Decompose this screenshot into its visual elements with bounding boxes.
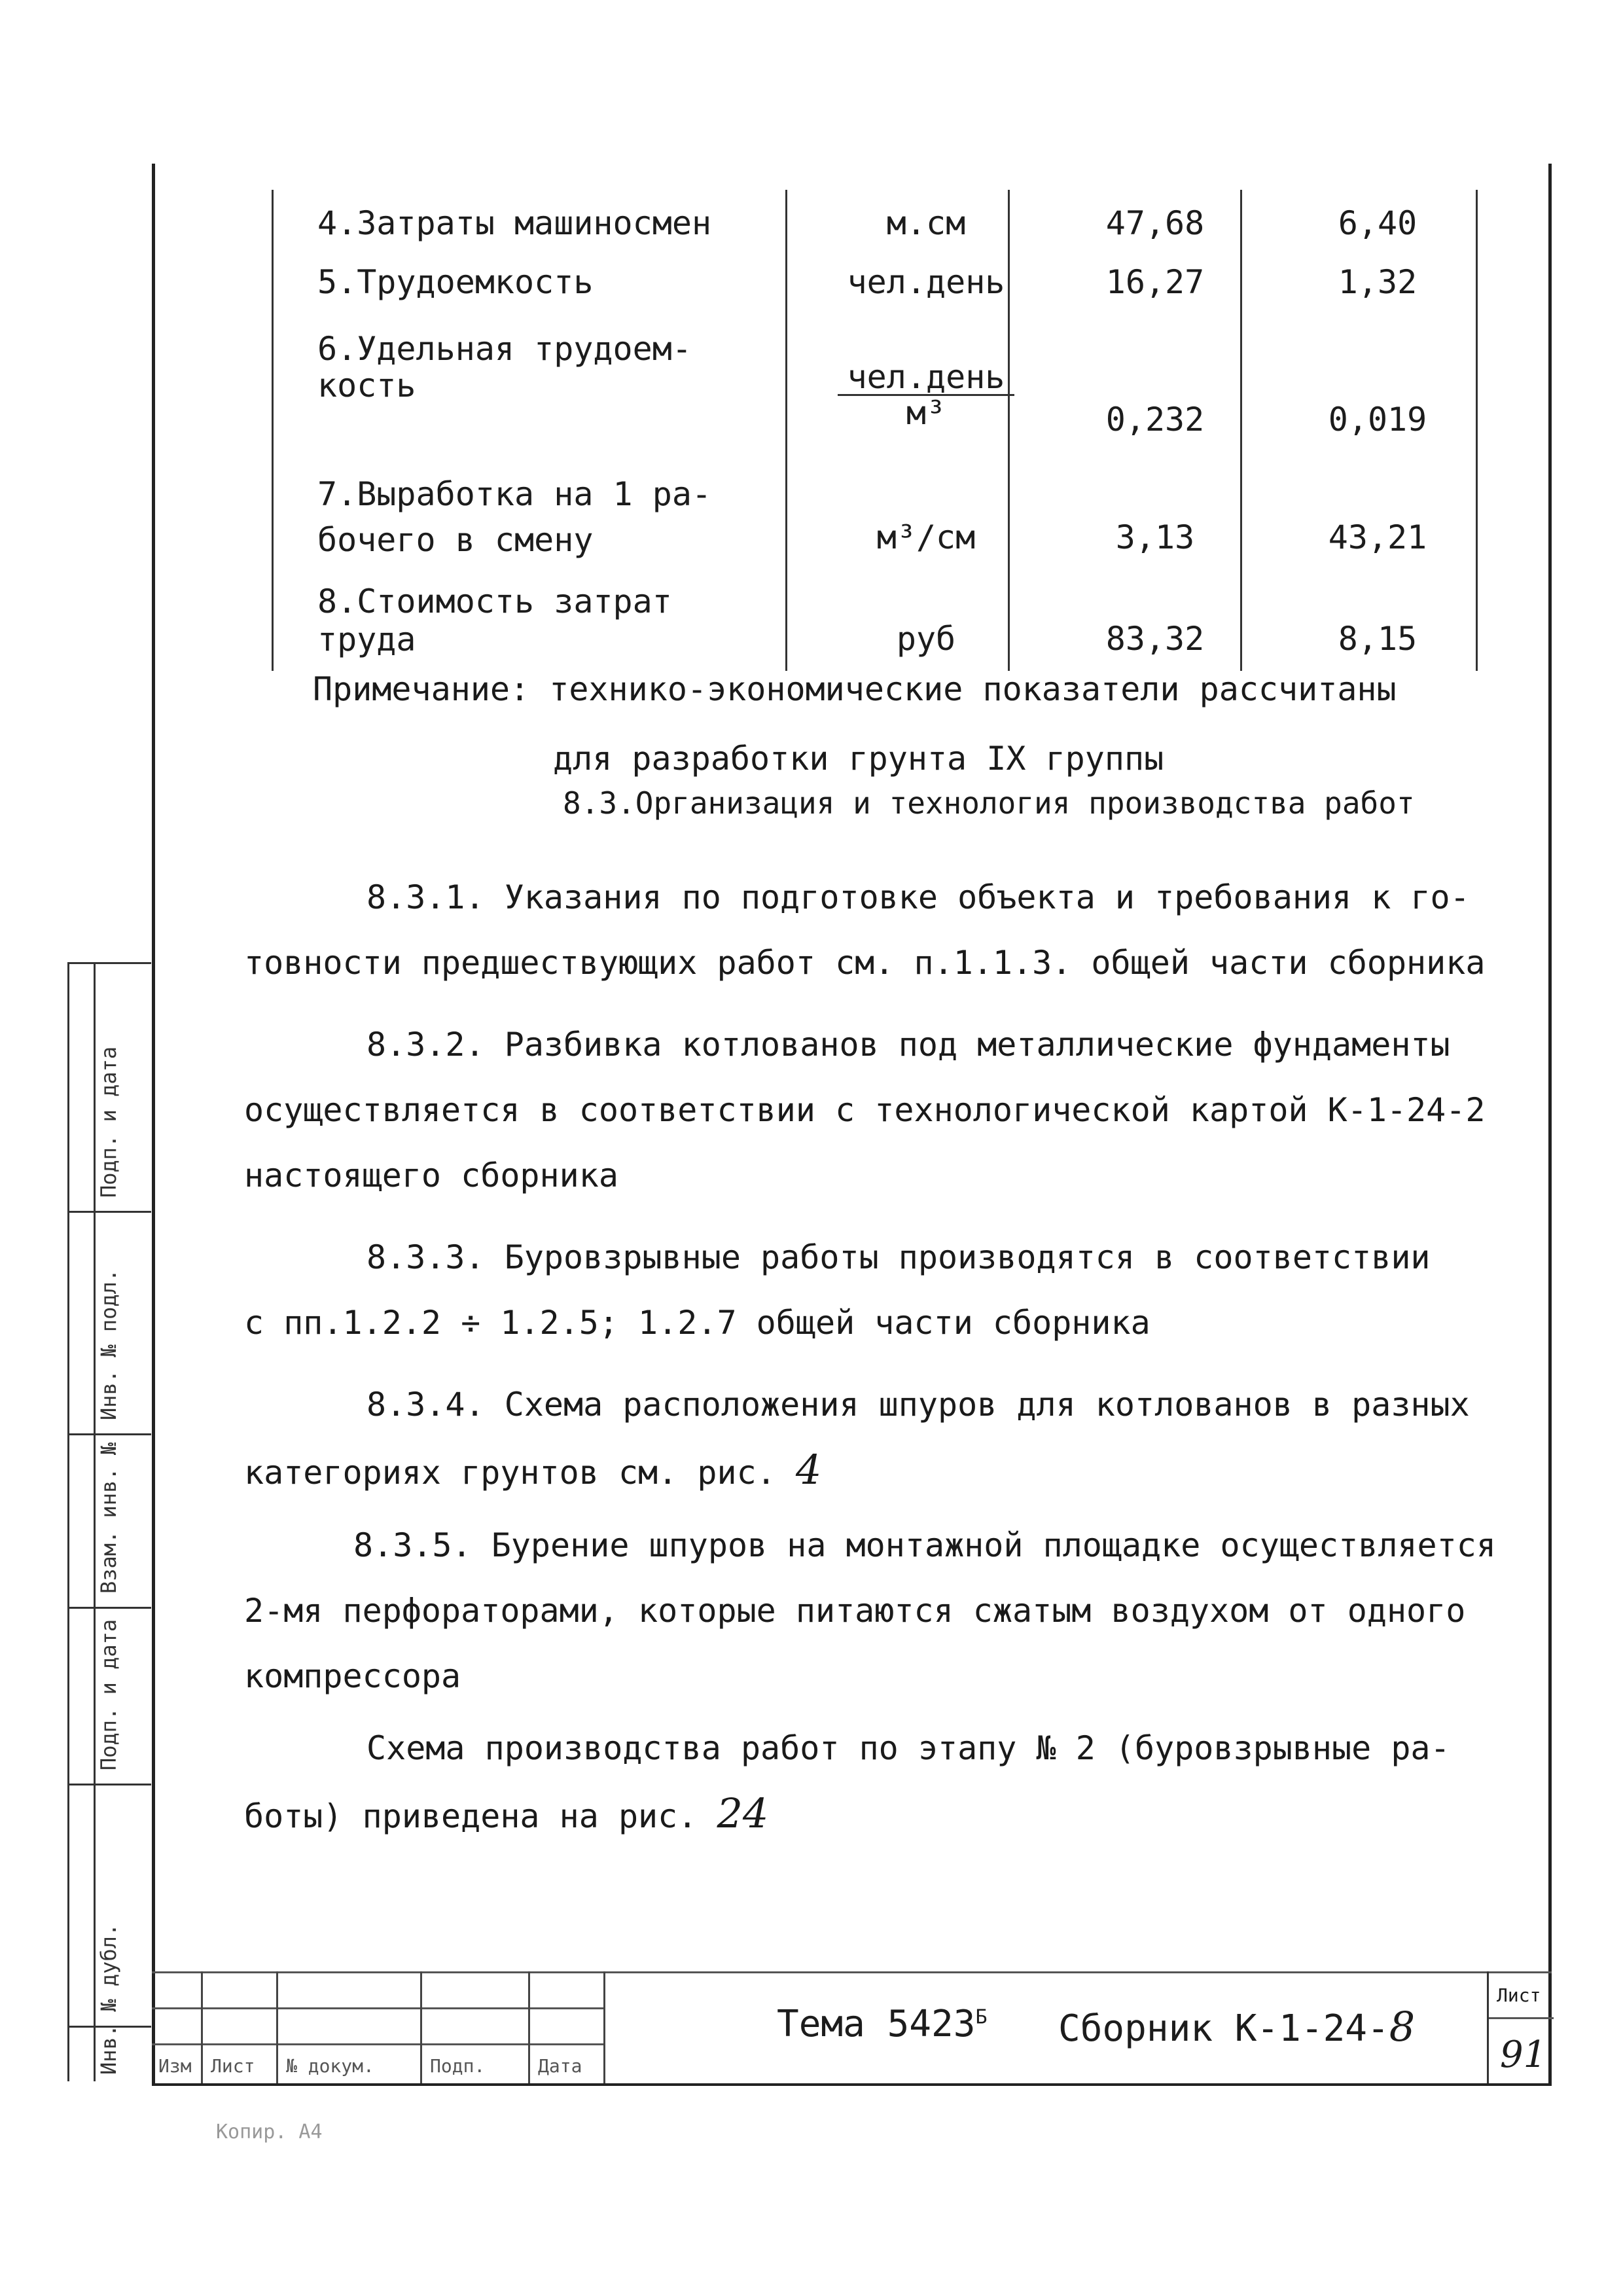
strip-row-divider — [67, 1211, 151, 1213]
sheet-label: Лист — [1497, 1984, 1541, 2006]
paragraph-8-3-4-line-2 — [244, 1446, 822, 1494]
strip-label: Подп. и дата — [96, 1619, 121, 1770]
tema-label — [777, 2003, 988, 2045]
row-unit: м³/см — [876, 518, 976, 556]
title-block-col — [420, 1971, 422, 2083]
title-block — [152, 1971, 1552, 2083]
row-name: 6.Удельная трудоем- кость — [317, 330, 692, 404]
paragraph-8-3-3-line-1: 8.3.3. Буровзрывные работы производятся в соответствии — [366, 1238, 1431, 1276]
title-block-col — [603, 1971, 605, 2083]
sheet-box-divider — [1489, 2017, 1554, 2019]
strip-row-divider — [67, 1784, 151, 1785]
figure-number-handwritten: 24 — [717, 1789, 769, 1837]
unit-denominator: м³ — [906, 394, 946, 432]
row-unit: м.см — [886, 204, 966, 242]
title-block-top — [152, 1971, 1552, 1973]
paragraph-8-3-2-line-3: настоящего сборника — [244, 1157, 618, 1194]
paragraph-8-3-4-line-1: 8.3.4. Схема расположения шпуров для котлованов в разных — [366, 1386, 1470, 1424]
row-value-1: 0,232 — [1105, 401, 1205, 439]
paragraph-8-3-4-text: категориях грунтов см. рис. — [244, 1454, 776, 1492]
note-line-1: Примечание: технико-экономические показатели рассчитаны — [313, 670, 1397, 708]
row-value-2: 0,019 — [1328, 401, 1427, 439]
row-unit-fraction — [802, 360, 1050, 430]
paragraph-8-3-5-line-2: 2-мя перфораторами, которые питаются сжатым воздухом от одного — [244, 1592, 1466, 1630]
frame-right-border — [1548, 164, 1552, 2085]
section-heading: 8.3.Организация и технология производства работ — [563, 785, 1415, 821]
title-block-row — [152, 2043, 603, 2045]
row-value-2: 43,21 — [1328, 518, 1427, 556]
row-value-1: 3,13 — [1115, 518, 1195, 556]
title-block-col — [201, 1971, 203, 2083]
row-name: 4.Затраты машиносмен — [317, 204, 712, 242]
unit-numerator: чел.день — [838, 360, 1014, 396]
stamp-caption: Лист — [211, 2055, 255, 2077]
footer-note: Копир. А4 — [216, 2121, 323, 2144]
paragraph-8-3-5-line-3: компрессора — [244, 1657, 461, 1695]
row-value-1: 83,32 — [1105, 620, 1205, 658]
paragraph-scheme-line-2 — [244, 1789, 769, 1837]
strip-border — [67, 962, 69, 2081]
row-unit: руб — [896, 620, 956, 658]
row-unit: чел.день — [847, 263, 1005, 301]
row-name: 7.Выработка на 1 ра- бочего в смену — [317, 475, 712, 559]
sheet-number: 91 — [1500, 2034, 1547, 2076]
figure-number-handwritten: 4 — [795, 1446, 822, 1494]
strip-divider — [94, 962, 96, 2081]
row-name: 8.Стоимость затрат труда — [317, 583, 672, 658]
strip-label: Инв. № подл. — [96, 1268, 121, 1420]
stamp-caption: Дата — [538, 2055, 582, 2077]
indicators-table — [272, 190, 1508, 671]
strip-top — [67, 962, 151, 964]
strip-label: Инв. № дубл. — [96, 1923, 121, 2075]
strip-row-divider — [67, 1607, 151, 1609]
frame-left-border — [152, 164, 155, 2085]
paragraph-8-3-1-line-1: 8.3.1. Указания по подготовке объекта и требования к го- — [366, 878, 1470, 916]
sbornik-number-handwritten: 8 — [1389, 2003, 1416, 2051]
sbornik-text: Сборник К-1-24- — [1058, 2007, 1389, 2050]
row-value-2: 1,32 — [1338, 263, 1418, 301]
strip-label: Взам. инв. № — [96, 1442, 121, 1594]
paragraph-scheme-line-1: Схема производства работ по этапу № 2 (буровзрывные ра- — [366, 1729, 1450, 1767]
frame-bottom-border — [152, 2083, 1552, 2086]
row-value-2: 8,15 — [1338, 620, 1418, 658]
title-block-row — [152, 2007, 603, 2009]
tema-text: Тема 5423 — [777, 2003, 976, 2045]
paragraph-8-3-2-line-2: осуществляется в соответствии с технологической картой К-1-24-2 — [244, 1091, 1486, 1129]
row-value-1: 16,27 — [1105, 263, 1205, 301]
paragraph-8-3-3-line-2: с пп.1.2.2 ÷ 1.2.5; 1.2.7 общей части сборника — [244, 1304, 1150, 1342]
paragraph-8-3-1-line-2: товности предшествующих работ см. п.1.1.3. общей части сборника — [244, 944, 1486, 982]
left-approval-strip — [67, 962, 151, 2081]
note-line-2: для разработки грунта IX группы — [553, 740, 1164, 778]
paragraph-scheme-text: боты) приведена на рис. — [244, 1797, 698, 1835]
strip-row-divider — [67, 1433, 151, 1435]
table-border-left — [272, 190, 274, 671]
sbornik-label — [1058, 2003, 1415, 2051]
paragraph-8-3-2-line-1: 8.3.2. Разбивка котлованов под металлические фундаменты — [366, 1026, 1450, 1064]
paragraph-8-3-5-line-1: 8.3.5. Бурение шпуров на монтажной площадке осуществляется — [353, 1526, 1496, 1564]
title-block-col — [528, 1971, 530, 2083]
title-block-col — [276, 1971, 278, 2083]
tema-superscript: Б — [975, 2005, 988, 2029]
row-name: 5.Трудоемкость — [317, 263, 594, 301]
row-value-2: 6,40 — [1338, 204, 1418, 242]
stamp-caption: Изм — [158, 2055, 192, 2077]
stamp-caption: Подп. — [430, 2055, 486, 2077]
strip-label: Подп. и дата — [96, 1046, 121, 1198]
stamp-caption: № докум. — [286, 2055, 374, 2077]
row-value-1: 47,68 — [1105, 204, 1205, 242]
